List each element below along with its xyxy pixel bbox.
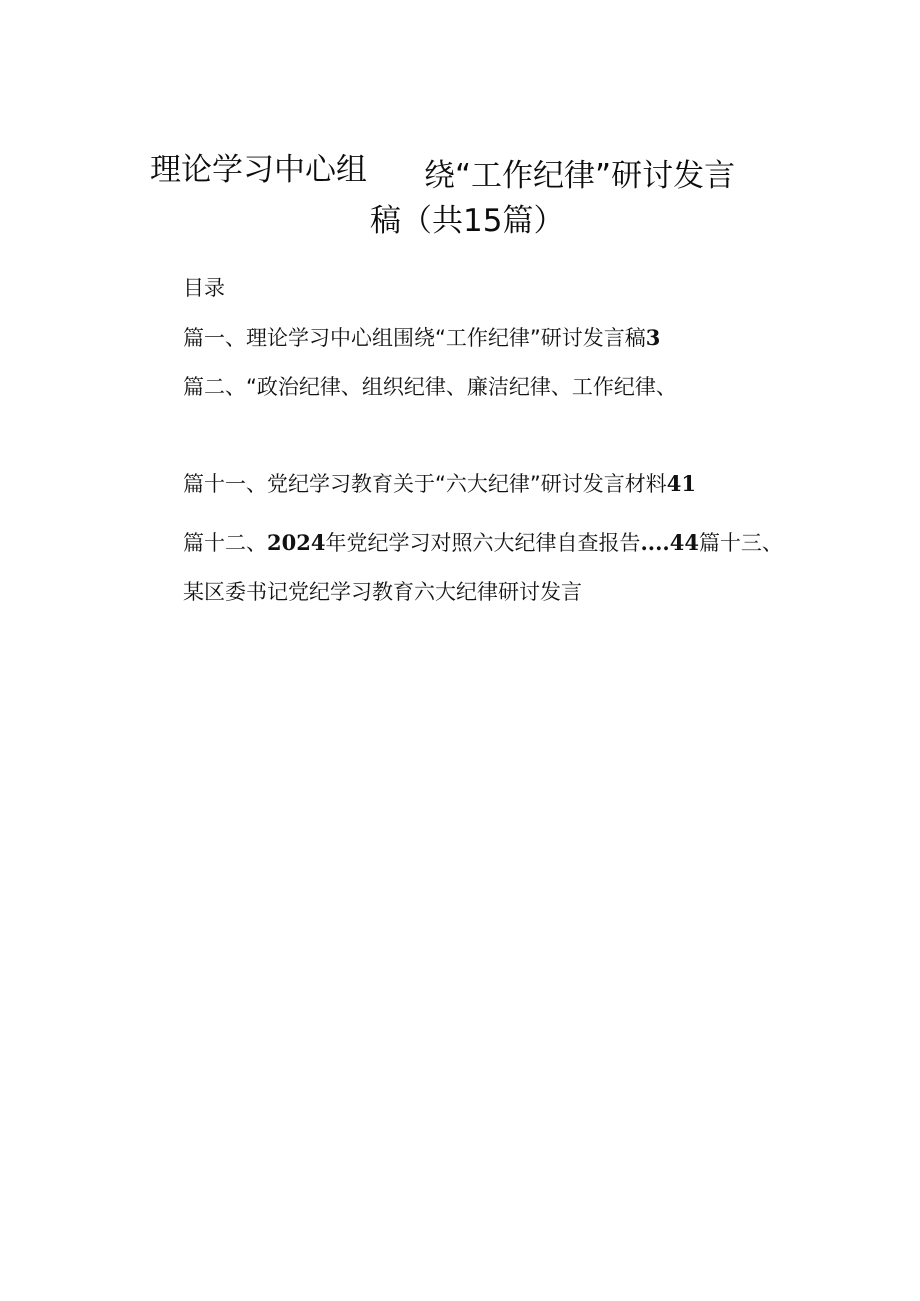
document-title-part-1: 理论学习中心组 xyxy=(150,152,367,188)
toc-entry-13[interactable] xyxy=(183,576,582,606)
toc-entry-12[interactable] xyxy=(183,527,783,557)
toc-entry-13-prefix: 篇十三、 xyxy=(698,531,783,555)
document-title-part-2: 绕“工作纪律”研讨发言 xyxy=(424,158,736,194)
toc-entry-1[interactable] xyxy=(183,322,660,352)
toc-entry-text: 篇一、理论学习中心组围绕“工作纪律”研讨发言稿 xyxy=(183,326,646,350)
toc-entry-page: 3 xyxy=(645,325,661,350)
document-title-line-2: 稿（共15篇） xyxy=(370,203,565,239)
toc-entry-year: 2024 xyxy=(267,530,326,555)
toc-entry-text: 年党纪学习对照六大纪律自查报告 xyxy=(325,531,641,555)
toc-entry-prefix: 篇十二、 xyxy=(183,531,267,555)
toc-entry-page: 41 xyxy=(666,471,696,496)
toc-entry-page: 44 xyxy=(669,530,699,555)
toc-entry-text: 某区委书记党纪学习教育六大纪律研讨发言 xyxy=(183,580,582,604)
toc-entry-text: 篇十一、党纪学习教育关于“六大纪律”研讨发言材料 xyxy=(183,472,667,496)
toc-entry-text: 篇二、“政治纪律、组织纪律、廉洁纪律、工作纪律、 xyxy=(183,375,677,399)
toc-entry-leader-dots: .... xyxy=(640,530,670,555)
toc-entry-2[interactable] xyxy=(183,371,677,401)
toc-entry-11[interactable] xyxy=(183,468,696,498)
toc-heading: 目录 xyxy=(183,276,225,300)
